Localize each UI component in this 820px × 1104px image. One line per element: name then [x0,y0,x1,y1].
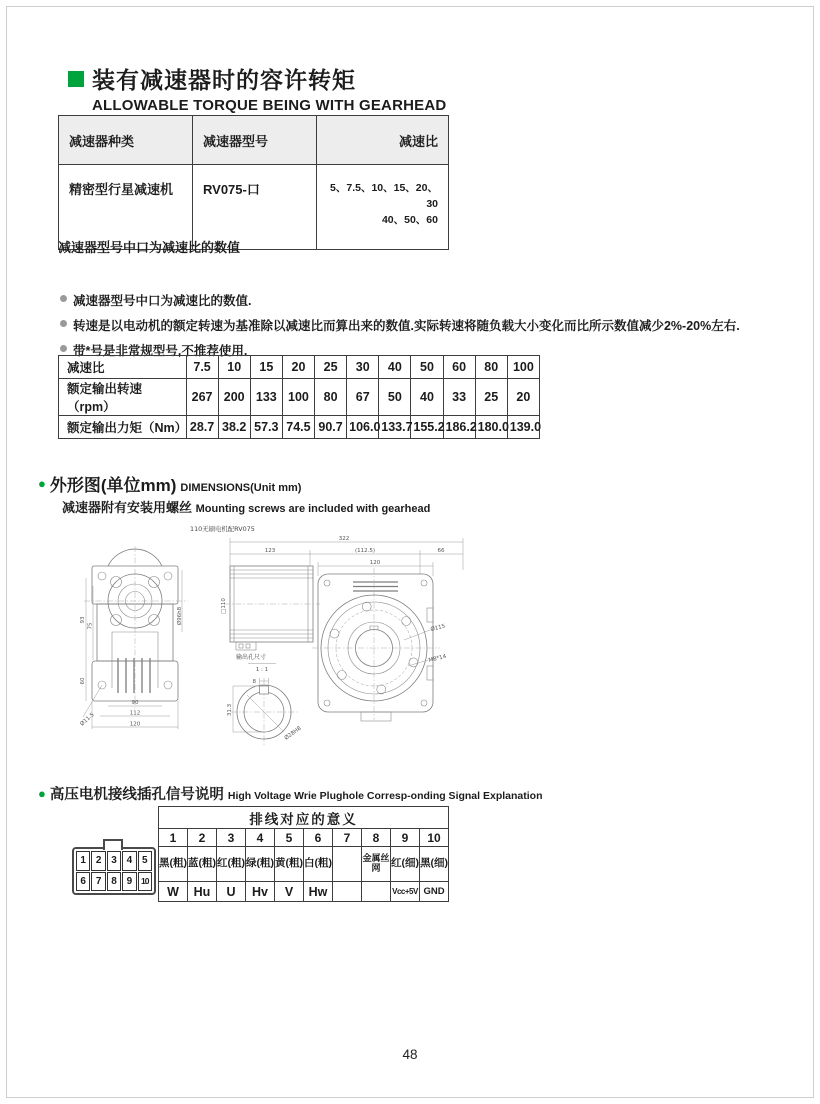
gearhead-model: RV075-口 [193,165,317,250]
speed-value: 50 [379,379,411,416]
wiring-title-row [159,807,449,829]
col-header-ratio: 减速比 [317,116,449,165]
connector-plug-icon [72,847,156,895]
row-label: 额定输出力矩（Nm） [59,416,187,439]
dim-label: 60 [80,677,86,685]
front-view-dimensions [79,570,183,729]
speed-value: 80 [315,379,347,416]
pin-number: 1 [159,829,188,847]
signal-name: V [275,882,304,902]
dim-label: (112.5) [354,548,376,554]
ratios-line2: 40、50、60 [381,213,438,226]
page-title: 装有减速器时的容许转矩 [92,67,356,93]
connector-pin: 5 [138,851,152,871]
wiring-table-title: 排线对应的意义 [159,807,449,829]
dimensions-subtitle-zh: 减速器附有安装用螺丝 [62,500,193,515]
note-text: 带*号是非常规型号,不推荐使用. [73,344,248,358]
speed-value: 40 [411,379,443,416]
wiring-title-zh: 高压电机接线插孔信号说明 [49,787,224,803]
table-header-row [59,116,449,165]
detail-scale: 1 : 1 [255,667,269,673]
wire-color: 黑(粗) [159,847,188,882]
dim-label: 66 [437,548,445,554]
signal-name [362,882,391,902]
ratio-value: 10 [218,356,250,379]
wiring-title-en: High Voltage Wrie Plughole Corresp-onding Signal Explanation [227,790,543,802]
gearhead-type: 精密型行星减速机 [59,165,193,250]
signal-name: GND [420,882,449,902]
page-number: 48 [402,1047,418,1062]
speed-value: 67 [347,379,379,416]
dimensions-heading [38,471,301,496]
signal-name: Vcc+5V [391,882,420,902]
ratio-table [58,355,540,439]
wire-color: 红(细) [391,847,420,882]
connector-pin: 10 [138,872,152,892]
wiring-pin-row [159,829,449,847]
gearhead-table [58,115,449,250]
pin-number: 4 [246,829,275,847]
dim-label: 75 [87,622,94,630]
dim-label: 93 [80,616,86,624]
dim-label: M8*14 [428,653,447,664]
wire-color: 绿(粗) [246,847,275,882]
torque-value: 38.2 [218,416,250,439]
dimensions-title-zh: 外形图(单位mm) [49,476,177,495]
speed-value: 20 [507,379,539,416]
note-text: 减速器型号中口为减速比的数值. [73,294,252,308]
connector-pins [76,851,152,891]
dim-label: Ø115 [430,623,446,633]
speed-value: 33 [443,379,475,416]
pin-number: 10 [420,829,449,847]
connector-pin: 2 [91,851,105,871]
wire-color: 黑(细) [420,847,449,882]
ratios-line1: 5、7.5、10、15、20、30 [330,182,438,210]
wiring-heading [38,783,543,804]
dim-label: 90 [131,700,139,706]
row-label: 额定输出转速（rpm） [59,379,187,416]
detail-title: 输出孔尺寸 [236,654,267,661]
dim-label: 31.3 [227,703,233,717]
dimensions-title-en: DIMENSIONS(Unit mm) [180,482,302,494]
wiring-signal-row [159,882,449,902]
bullet-icon [60,295,67,302]
ratio-value: 25 [315,356,347,379]
ratio-value: 30 [347,356,379,379]
col-header-type: 减速器种类 [59,116,193,165]
bullet-icon [60,345,67,352]
torque-value: 186.2 [443,416,475,439]
bullet-icon [60,320,67,327]
pin-number: 5 [275,829,304,847]
drawing-caption: 110无刷电机配RV075 [190,525,255,533]
bullet-icon: ● [38,786,46,801]
side-view [221,566,320,650]
torque-value: 74.5 [282,416,314,439]
connector-tab [103,839,123,850]
list-item [60,316,815,334]
ratio-value: 40 [379,356,411,379]
wire-color: 黄(粗) [275,847,304,882]
torque-value: 28.7 [186,416,218,439]
wire-color: 金属丝网 [362,847,391,882]
dim-label: 120 [129,721,141,728]
connector-pin: 4 [122,851,136,871]
drawing-svg [78,520,470,752]
table-note: 减速器型号中口为减速比的数值 [58,240,241,255]
dim-label: Ø96h8 [177,606,183,626]
wire-color: 红(粗) [217,847,246,882]
bullet-icon: ● [38,476,46,491]
ratio-row [59,356,540,379]
wire-color: 白(粗) [304,847,333,882]
output-bore-detail [227,653,303,745]
back-view [312,568,447,721]
connector-pin: 3 [107,851,121,871]
front-view [84,546,188,708]
signal-name [333,882,362,902]
wiring-table [158,806,449,902]
pin-number: 3 [217,829,246,847]
signal-name: Hw [304,882,333,902]
signal-name: W [159,882,188,902]
dim-label: 322 [338,536,350,542]
dim-label: Ø11.5 [79,711,96,728]
ratio-value: 60 [443,356,475,379]
speed-value: 200 [218,379,250,416]
ratio-value: 20 [282,356,314,379]
pin-number: 6 [304,829,333,847]
ratio-value: 80 [475,356,507,379]
torque-value: 180.0 [475,416,507,439]
wiring-color-row [159,847,449,882]
speed-value: 267 [186,379,218,416]
torque-value: 139.0 [507,416,539,439]
pin-number: 9 [391,829,420,847]
connector-pin: 9 [122,872,136,892]
speed-value: 100 [282,379,314,416]
torque-value: 90.7 [315,416,347,439]
pin-number: 7 [333,829,362,847]
ratio-value: 15 [250,356,282,379]
speed-value: 133 [250,379,282,416]
torque-row [59,416,540,439]
ratio-value: 50 [411,356,443,379]
list-item [60,291,815,309]
dimensions-subtitle [62,497,430,516]
dim-label: Ø28H8 [283,725,303,742]
dim-label: □110 [221,598,227,614]
connector-pin: 7 [91,872,105,892]
torque-value: 155.2 [411,416,443,439]
ratio-value: 100 [507,356,539,379]
dimension-drawing [78,520,470,752]
pin-number: 8 [362,829,391,847]
speed-value: 25 [475,379,507,416]
row-label: 减速比 [59,356,187,379]
page-title-en: ALLOWABLE TORQUE BEING WITH GEARHEAD [92,97,447,114]
connector-pin: 6 [76,872,90,892]
connector-pin: 1 [76,851,90,871]
dimensions-subtitle-en: Mounting screws are included with gearhead [195,503,431,515]
section-square-icon [68,71,84,87]
dim-label: 120 [369,560,381,566]
torque-value: 133.7 [379,416,411,439]
torque-value: 106.0 [347,416,379,439]
signal-name: Hv [246,882,275,902]
pin-number: 2 [188,829,217,847]
title-block [68,62,446,114]
torque-value: 57.3 [250,416,282,439]
speed-row [59,379,540,416]
dim-label: 123 [264,548,276,554]
wire-color [333,847,362,882]
dim-label: 112 [129,710,141,717]
ratio-value: 7.5 [186,356,218,379]
signal-name: U [217,882,246,902]
dim-label: 8 [252,679,256,685]
wire-color: 蓝(粗) [188,847,217,882]
connector-pin: 8 [107,872,121,892]
note-text: 转速是以电动机的额定转速为基准除以减速比而算出来的数值.实际转速将随负载大小变化而比所示数值减少2%-20%左右. [73,319,740,333]
signal-name: Hu [188,882,217,902]
col-header-model: 减速器型号 [193,116,317,165]
gearhead-ratios [317,165,449,250]
